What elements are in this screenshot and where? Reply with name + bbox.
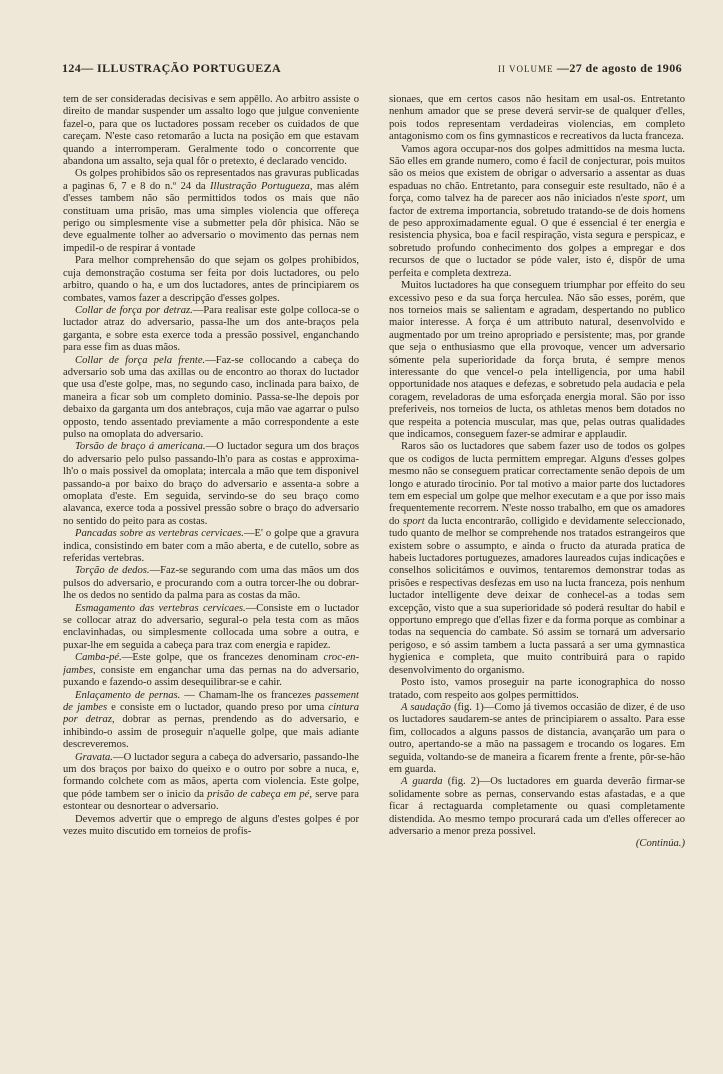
section-term: Collar de força pela frente.: [75, 354, 206, 366]
paragraph: Collar de força por detraz.—Para realisar este golpe colloca-se o luctador atraz do adversario, passa-lhe um dos ante-braços pela garganta, e sobre esta exerce toda a pressão possivel, enganchando para esse fim as duas mãos.: [63, 304, 359, 354]
section-term: Collar de força por detraz.: [75, 304, 193, 316]
paragraph: tem de ser consideradas decisivas e sem appêllo. Ao arbitro assiste o direito de mandar suspender um assalto logo que julgue conveniente fazel-o, para que os luctadores possam receber os cuidados de que careçam. N'este caso retomarão a lucta na posição em que estavam quando a interromperam. Geralmente todo o concorrente que abandona um assalto, seja qual fôr o pretexto, é declarado vencido.: [63, 94, 359, 168]
running-head-left: [62, 61, 281, 76]
paragraph: Para melhor comprehensão do que sejam os golpes prohibidos, cuja demonstração costuma ser feita por dois luctadores, ou pelo arbitro, quando o ha, e um dos luctadores, antes de principiarem os combates, vamos fazer a descripção d'esses golpes.: [63, 255, 359, 304]
issue-date: —27 de agosto de 1906: [556, 61, 682, 75]
continued-note: (Continúa.): [635, 838, 685, 850]
paragraph: Enlaçamento de pernas. — Chamam-lhe os francezes passement de jambes e consiste em o luctador, quando preso por uma cintura por detraz, dobrar as pernas, prendendo as do adversario, e inhibindo-o assim de proseguir n'aquelle golpe, que mais adiante descreveremos.: [63, 689, 359, 751]
paragraph: Esmagamento das vertebras cervicaes.—Consiste em o luctador se collocar atraz do adversario, segural-o pela testa com as mãos enclavinhadas, ou simplesmente collocada uma sobre a outra, e puxar-lhe em seguida a cabeça para traz com energia e rapidez.: [63, 602, 359, 651]
paragraph: Devemos advertir que o emprego de alguns d'estes golpes é por vezes muito discutido em torneios de profis-: [63, 813, 359, 837]
paragraph: sionaes, que em certos casos não hesitam em usal-os. Entretanto nenhum amador que se prese deverá servir-se de qualquer d'elles, pois todos representam verdadeiras violencias, em completo antagonismo com os fins gymnasticos e recreativos da lucta franceza.: [389, 94, 685, 143]
page-number: 124: [62, 61, 82, 75]
section-term: Enlaçamento de pernas.: [75, 689, 181, 701]
section-term: Gravata.: [75, 751, 113, 763]
paragraph: A saudação (fig. 1)—Como já tivemos occasião de dizer, é de uso os luctadores saudarem-se antes de principiarem o assalto. Para esse fim, collocados a alguns passos de distancia, avançarão um para o outro, apertando-se a mão na passagem e trocando os logares. Em seguida, voltando-se de maneira a ficarem frente a frente, pôr-se-hão em guarda.: [389, 701, 685, 775]
section-term: Esmagamento das vertebras cervicaes.: [75, 602, 246, 614]
paragraph: Muitos luctadores ha que conseguem triumphar por effeito do seu excessivo peso e da sua força herculea. Não são esses, porém, que nos torneios mais se salientam e agradam, despertando no publico maior interesse. A força é um attributo natural, desenvolvido e augmentado por um treino apropriado e persistente; mas, por grande que seja o enthusiasmo que ella provoque, vencer um adversario sómente pela superioridade da força bruta, é sempre menos interessante do que vencel-o pela intelligencia, por uma habil opportunidade nos ataques e defezas, e sobretudo pela audacia e pela coragem, reveladoras de uma esforçada energia moral. São por isso preferiveis, nos torneios de lucta, os athletas menos bem dotados no que respeita a potencia muscular, mas que, pelas outras qualidades que indicamos, conseguem fazer-se admirar e applaudir.: [389, 280, 685, 440]
paragraph: Os golpes prohibidos são os representados nas gravuras publicadas a paginas 6, 7 e 8 do n.º 24 da Illustração Portugueza, mas além d'esses tambem não são permittidos todos os mais que não constituam uma prisão, mas uma simples violencia que offereça perigo ou simplesmente vise a submetter pela dôr phisica. Não se deve egualmente tolher ao adversario o movimento das pernas nem impedil-o de respirar á vontade: [63, 168, 359, 254]
paragraph: Vamos agora occupar-nos dos golpes admittidos na mesma lucta. São elles em grande numero, como é facil de conjecturar, pois muitos são os meios que existem de obrigar o adversario a assentar as duas espaduas no chão. Entretanto, para conseguir este resultado, não é a força, como talvez ha de parecer aos não iniciados n'este sport, um factor de extrema importancia, sobretudo tratando-se de dois homens de peso approximadamente egual. O que é essencial é ter energia e resistencia physica, boa e facil respiração, vista segura e perspicaz, e sobretudo profundo conhecimento dos golpes a empregar e dos recursos de que o luctador se póde valer, isto é, dispôr de uma perfeita e completa dextreza.: [389, 143, 685, 279]
paragraph: Gravata.—O luctador segura a cabeça do adversario, passando-lhe um dos braços por baixo do queixo e o outro por sobre a nuca, e, formando colchete com as mãos, aperta com violencia. Este golpe, que póde tambem ser o inicio da prisão de cabeça em pé, serve para estontear ou desnortear o adversario.: [63, 751, 359, 813]
paragraph: Raros são os luctadores que sabem fazer uso de todos os golpes que os codigos de lucta permittem empregar. Alguns d'esses golpes mesmo não se conseguem praticar correctamente senão depois de um longo e aturado tirocinio. Por tal motivo a maior parte dos luctadores tem em especial um golpe que melhor executam e a que por isso mais frequentemente recorrem. N'este nosso trabalho, em que os amadores do sport da lucta encontrarão, colligido e devidamente seleccionado, tudo quanto de melhor se comprehende nos tratados estrangeiros que existem sobre o assumpto, e ainda o fructo da aturada pratica de habeis luctadores portuguezes, amadores laureados cujas indicações e conselhos solicitámos e ouvimos, tentaremos demonstrar todas as prisões e respectivas desfezas em uso na lucta franceza, pois nenhum luctador intelligente deve deixar de conhecel-as a todas sem excepção, visto que a sua superioridade só poderá resultar do habil e opportuno emprego que d'ellas fizer e da forma porque as combinar a todas na sequencia do cambate. Só assim se tornará um adversario perigoso, e só assim tambem a lucta passará a ser uma gymnastica hygienica e completa, que muito contribuirá para o rapido desenvolvimento do organismo.: [389, 441, 685, 676]
right-column: [389, 94, 685, 1054]
volume-label: II VOLUME: [497, 64, 554, 74]
paragraph: Torção de dedos.—Faz-se segurando com uma das mãos um dos pulsos do adversario, e procurando com a outra torcer-lhe ou dobrar-lhe os dedos no sentido da palma para as costas da mão.: [63, 565, 359, 602]
section-term: Torção de dedos.: [75, 565, 150, 577]
section-term: Torsão de braço á americana.: [75, 441, 206, 453]
paragraph: Torsão de braço á americana.—O luctador segura um dos braços do adversario pelo pulso passando-lh'o para as costas e approxima-lh'o o mais possivel da omoplata; intercala a mão que tem disponivel passando-a por baixo do braço do adversario e assenta-a sobre a omoplata d'este. Em seguida, servindo-se do seu braço como alavanca, exerce toda a possivel pressão sobre o braço do adversario no sentido do peito para as costas.: [63, 441, 359, 527]
section-term: Camba-pé.: [75, 652, 122, 664]
section-term: A guarda: [401, 776, 443, 788]
section-term: Pancadas sobre as vertebras cervicaes.: [75, 528, 244, 540]
paragraph: A guarda (fig. 2)—Os luctadores em guarda deverão firmar-se solidamente sobre as pernas, conservando estas afastadas, e a que ficar á rectaguarda completamente ou quasi completamente distendida. Ao mesmo tempo procurará cada um d'elles offerecer ao adversario a menor preza possivel. (Continúa.): [389, 776, 685, 850]
left-column: [63, 94, 359, 1054]
header-dash: —: [81, 61, 94, 75]
paragraph: Camba-pé.—Este golpe, que os francezes denominam croc-en-jambes, consiste em enganchar uma das pernas na do adversario, puxando e fazendo-o assim desequilibrar-se e cahir.: [63, 652, 359, 689]
paragraph: Pancadas sobre as vertebras cervicaes.—E' o golpe que a gravura indica, consistindo em bater com a mão aberta, e de cutello, sobre as referidas vertebras.: [63, 528, 359, 565]
running-head-right: [498, 61, 682, 76]
paragraph: Posto isto, vamos proseguir na parte iconographica do nosso tratado, com respeito aos golpes permittidos.: [389, 677, 685, 701]
publication-title: ILLUSTRAÇÃO PORTUGUEZA: [97, 61, 282, 75]
paragraph: Collar de força pela frente.—Faz-se collocando a cabeça do adversario sob uma das axillas ou de encontro ao thorax do luctador que usa d'este golpe, mas, no segundo caso, inclinada para baixo, de maneira a ficar sob um completo dominio. Passa-se-lhe depois por debaixo da garganta um dos antebraços, cuja mão vae agarrar o pulso opposto, tendo assentado previamente a mão correspondente a este pulso na omoplata do adversario.: [63, 354, 359, 440]
running-head: [62, 61, 682, 77]
section-term: A saudação: [401, 701, 451, 713]
